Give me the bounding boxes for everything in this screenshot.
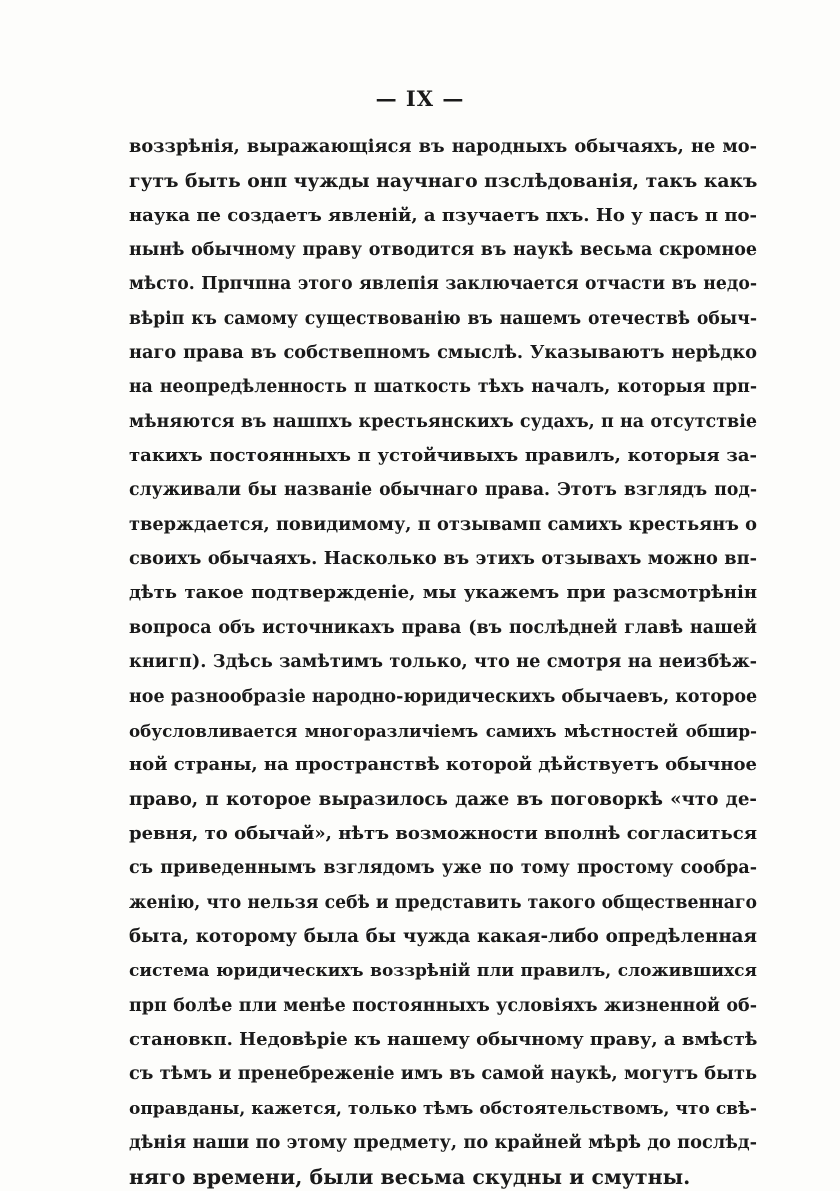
text-line: дѣнія наши по этому предмету, по крайней мѣрѣ до послѣд- [129,1131,757,1153]
text-line: тверждается, повидимому, п отзывамп самихъ крестьянъ о [129,513,757,535]
text-line: обусловливается многоразличіемъ самихъ мѣстностей обшир- [129,720,757,741]
text-line: быта, которому была бы чужда какая-либо опредѣленная [129,925,757,947]
text-line: ревня, то обычай», нѣтъ возможности вполнѣ согласиться [129,822,757,844]
page-number: — IX — [375,86,465,111]
text-line: наго права въ собствепномъ смыслѣ. Указываютъ нерѣдко [129,342,757,364]
text-line: вопроса объ источникахъ права (въ послѣдней главѣ нашей [129,617,757,638]
text-line: своихъ обычаяхъ. Насколько въ этихъ отзывахъ можно вп- [129,548,757,570]
text-line: гутъ быть онп чужды научнаго пзслѣдованія, такъ какъ [129,170,757,193]
text-line: съ приведеннымъ взглядомъ уже по тому простому сообра- [129,858,757,879]
text-line-last: няго времени, были весьма скудны и смутны. [129,1165,691,1190]
text-line: система юридическихъ воззрѣній пли правилъ, сложившихся [129,961,757,982]
text-line: нынѣ обычному праву отводится въ наукѣ весьма скромное [129,240,757,261]
text-line: такихъ постоянныхъ п устойчивыхъ правилъ, которыя за- [129,445,757,467]
text-line: дѣть такое подтвержденіе, мы укажемъ при разсмотрѣнін [129,582,757,604]
text-line: становкп. Недовѣріе къ нашему обычному праву, а вмѣстѣ [129,1028,757,1050]
text-line: женію, что нельзя себѣ и представить такого общественнаго [129,892,757,913]
text-line: прп болѣе пли менѣе постоянныхъ условіяхъ жизненной об- [129,995,757,1016]
body-text [129,130,757,1195]
text-line: служивали бы названіе обычнаго права. Этотъ взглядъ под- [129,480,757,501]
text-line: ной страны, на пространствѣ которой дѣйствуетъ обычное [129,754,757,776]
text-line: вѣріп къ самому существованію въ нашемъ отечествѣ обыч- [129,308,757,329]
text-line: право, п которое выразилось даже въ поговоркѣ «что де- [129,788,757,810]
text-line: оправданы, кажется, только тѣмъ обстоятельствомъ, что свѣ- [129,1098,757,1119]
text-line: воззрѣнія, выражающіяся въ народныхъ обычаяхъ, не мо- [129,136,757,157]
text-line: книгп). Здѣсь замѣтимъ только, что не смотря на неизбѣж- [129,651,757,673]
text-line: съ тѣмъ и пренебреженіе имъ въ самой наукѣ, могутъ быть [129,1063,757,1085]
text-line: наука пе создаетъ явленій, а пзучаетъ пхъ. Но у пасъ п по- [129,204,757,226]
text-line: мѣсто. Прпчпна этого явлепія заключается отчасти въ недо- [129,274,757,295]
text-line: мѣняются въ нашпхъ крестьянскихъ судахъ, п на отсутствіе [129,411,757,432]
text-line: ное разнообразіе народно-юридическихъ обычаевъ, которое [129,686,757,707]
text-line: на неопредѣленность п шаткость тѣхъ началъ, которыя прп- [129,377,757,398]
